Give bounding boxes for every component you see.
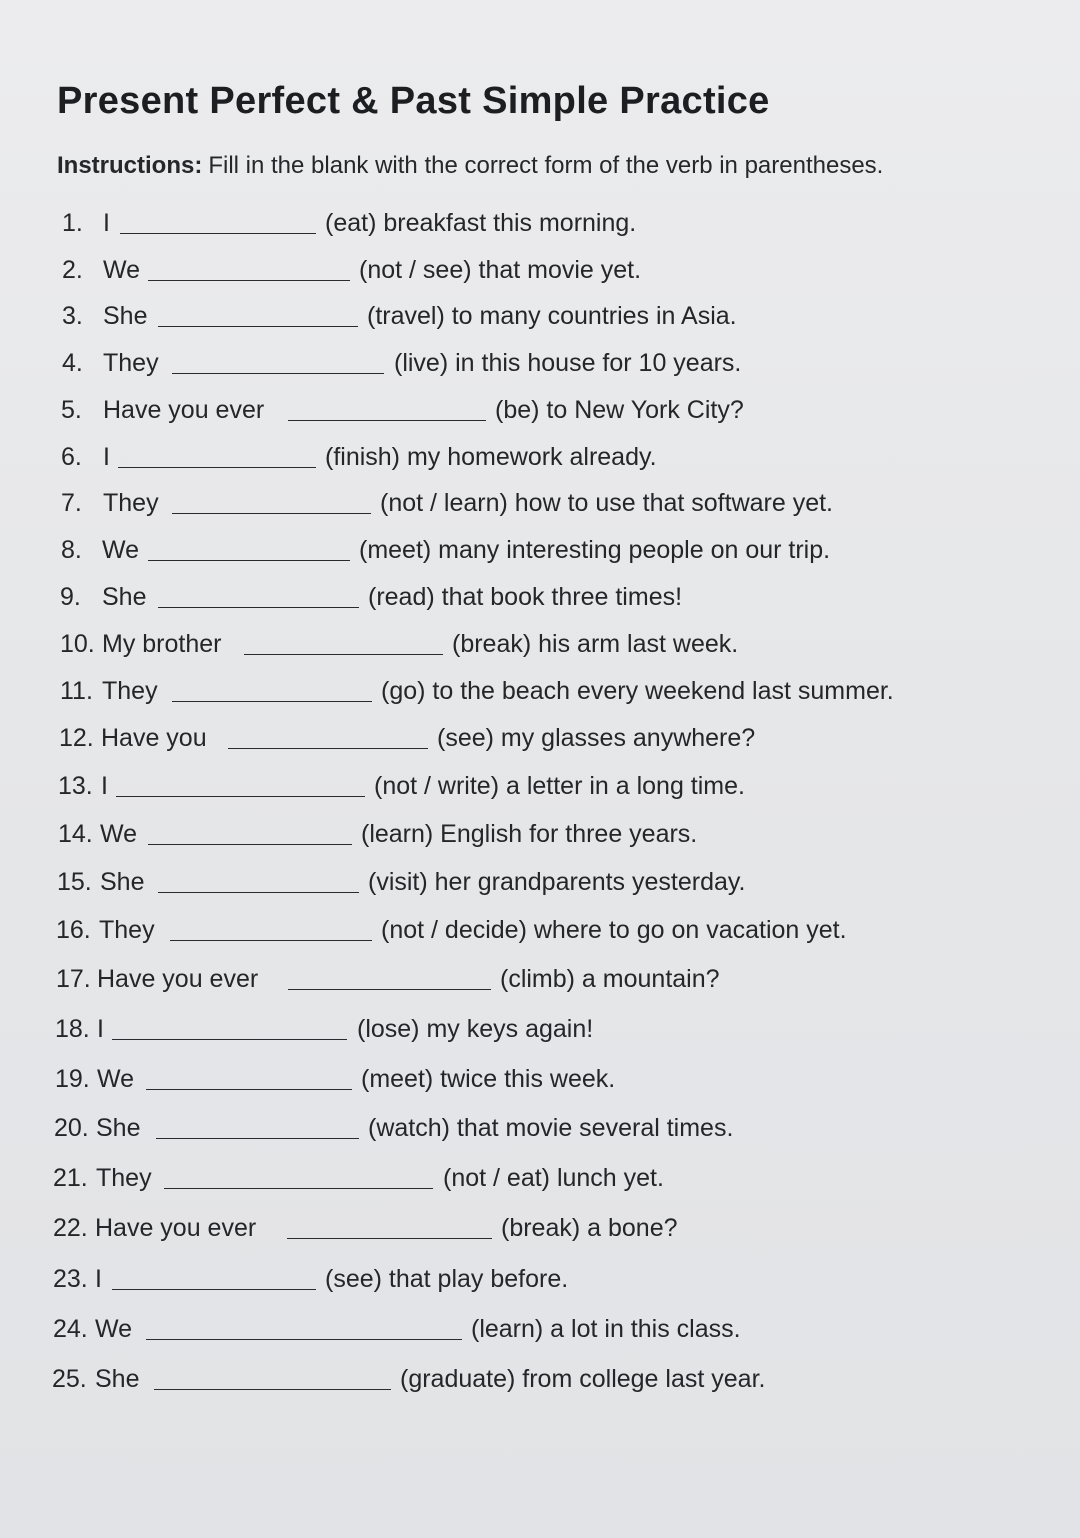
question-subject: Have you ever	[95, 1214, 257, 1242]
answer-blank[interactable]	[172, 701, 372, 702]
question-item	[0, 486, 1080, 520]
answer-blank[interactable]	[156, 1138, 359, 1139]
question-item	[0, 817, 1080, 851]
question-subject: She	[102, 583, 147, 611]
question-number: 20.	[54, 1114, 89, 1142]
question-prompt: (graduate) from college last year.	[400, 1365, 766, 1393]
question-subject: We	[102, 536, 140, 564]
question-prompt: (climb) a mountain?	[500, 965, 720, 993]
question-number: 22.	[53, 1214, 88, 1242]
question-prompt: (not / write) a letter in a long time.	[374, 772, 745, 800]
question-item	[0, 769, 1080, 803]
instructions-label: Instructions:	[57, 152, 203, 179]
question-number: 17.	[56, 965, 91, 993]
question-subject: They	[99, 916, 155, 944]
answer-blank[interactable]	[172, 373, 384, 374]
question-prompt: (eat) breakfast this morning.	[325, 209, 637, 237]
question-number: 4.	[62, 349, 83, 377]
answer-blank[interactable]	[158, 607, 359, 608]
answer-blank[interactable]	[158, 326, 358, 327]
question-number: 13.	[58, 772, 93, 800]
question-item	[0, 1161, 1080, 1195]
question-item	[0, 299, 1080, 333]
question-prompt: (meet) twice this week.	[361, 1065, 616, 1093]
question-subject: They	[102, 677, 158, 705]
question-item	[0, 913, 1080, 947]
question-number: 1.	[62, 209, 83, 237]
answer-blank[interactable]	[287, 1238, 492, 1239]
question-prompt: (learn) a lot in this class.	[471, 1315, 741, 1343]
question-number: 21.	[53, 1164, 88, 1192]
answer-blank[interactable]	[170, 940, 372, 941]
question-item	[0, 1362, 1080, 1396]
question-number: 25.	[52, 1365, 87, 1393]
question-subject: We	[103, 256, 141, 284]
answer-blank[interactable]	[116, 796, 365, 797]
answer-blank[interactable]	[148, 560, 350, 561]
question-prompt: (live) in this house for 10 years.	[394, 349, 742, 377]
question-prompt: (finish) my homework already.	[325, 443, 657, 471]
answer-blank[interactable]	[148, 844, 352, 845]
question-subject: I	[95, 1265, 102, 1293]
question-item	[0, 206, 1080, 240]
question-subject: I	[103, 443, 110, 471]
answer-blank[interactable]	[158, 892, 359, 893]
question-number: 12.	[59, 724, 94, 752]
question-subject: We	[100, 820, 138, 848]
question-number: 2.	[62, 256, 83, 284]
answer-blank[interactable]	[148, 280, 350, 281]
question-subject: They	[103, 349, 159, 377]
question-number: 5.	[61, 396, 82, 424]
answer-blank[interactable]	[146, 1089, 352, 1090]
question-subject: She	[103, 302, 148, 330]
instructions-text: Fill in the blank with the correct form of the verb in parentheses.	[208, 152, 884, 179]
question-number: 19.	[55, 1065, 90, 1093]
answer-blank[interactable]	[112, 1039, 347, 1040]
question-number: 6.	[61, 443, 82, 471]
question-number: 3.	[62, 302, 83, 330]
question-item	[0, 1111, 1080, 1145]
answer-blank[interactable]	[172, 513, 371, 514]
question-number: 16.	[56, 916, 91, 944]
question-prompt: (be) to New York City?	[495, 396, 744, 424]
question-number: 9.	[60, 583, 81, 611]
question-subject: She	[100, 868, 145, 896]
question-subject: Have you	[101, 724, 207, 752]
question-subject: She	[96, 1114, 141, 1142]
question-subject: Have you ever	[97, 965, 259, 993]
question-prompt: (see) that play before.	[325, 1265, 569, 1293]
answer-blank[interactable]	[244, 654, 443, 655]
question-prompt: (meet) many interesting people on our trip.	[359, 536, 831, 564]
question-item	[0, 865, 1080, 899]
question-number: 8.	[61, 536, 82, 564]
answer-blank[interactable]	[146, 1339, 462, 1340]
question-item	[0, 1062, 1080, 1096]
question-prompt: (not / decide) where to go on vacation yet.	[381, 916, 847, 944]
question-prompt: (travel) to many countries in Asia.	[367, 302, 737, 330]
question-prompt: (see) my glasses anywhere?	[437, 724, 756, 752]
answer-blank[interactable]	[288, 420, 486, 421]
question-prompt: (not / see) that movie yet.	[359, 256, 642, 284]
question-prompt: (visit) her grandparents yesterday.	[368, 868, 746, 896]
question-number: 7.	[61, 489, 82, 517]
question-item	[0, 1012, 1080, 1046]
worksheet-title: Present Perfect & Past Simple Practice	[57, 80, 770, 122]
question-prompt: (learn) English for three years.	[361, 820, 698, 848]
question-item	[0, 440, 1080, 474]
question-prompt: (not / eat) lunch yet.	[443, 1164, 664, 1192]
question-subject: They	[103, 489, 159, 517]
question-number: 24.	[53, 1315, 88, 1343]
question-item	[0, 346, 1080, 380]
question-subject: We	[97, 1065, 135, 1093]
answer-blank[interactable]	[164, 1188, 433, 1189]
question-prompt: (break) a bone?	[501, 1214, 678, 1242]
question-prompt: (read) that book three times!	[368, 583, 683, 611]
question-item	[0, 1262, 1080, 1296]
question-subject: I	[101, 772, 108, 800]
question-number: 11.	[60, 677, 93, 705]
question-prompt: (lose) my keys again!	[357, 1015, 594, 1043]
question-prompt: (go) to the beach every weekend last summer.	[381, 677, 894, 705]
question-item	[0, 721, 1080, 755]
question-item	[0, 674, 1080, 708]
question-subject: Have you ever	[103, 396, 265, 424]
answer-blank[interactable]	[118, 467, 316, 468]
question-prompt: (break) his arm last week.	[452, 630, 739, 658]
question-item	[0, 580, 1080, 614]
question-number: 14.	[58, 820, 93, 848]
answer-blank[interactable]	[288, 989, 491, 990]
question-item	[0, 1211, 1080, 1245]
question-item	[0, 1312, 1080, 1346]
answer-blank[interactable]	[120, 233, 316, 234]
question-subject: They	[96, 1164, 152, 1192]
answer-blank[interactable]	[228, 748, 428, 749]
question-number: 10.	[60, 630, 95, 658]
question-item	[0, 253, 1080, 287]
question-number: 18.	[55, 1015, 90, 1043]
question-item	[0, 533, 1080, 567]
question-item	[0, 627, 1080, 661]
question-subject: I	[97, 1015, 104, 1043]
question-subject: My brother	[102, 630, 222, 658]
question-subject: I	[103, 209, 110, 237]
question-number: 23.	[53, 1265, 88, 1293]
answer-blank[interactable]	[112, 1289, 316, 1290]
question-prompt: (watch) that movie several times.	[368, 1114, 734, 1142]
question-item	[0, 393, 1080, 427]
answer-blank[interactable]	[154, 1389, 391, 1390]
question-item	[0, 962, 1080, 996]
question-prompt: (not / learn) how to use that software yet.	[380, 489, 834, 517]
question-subject: We	[95, 1315, 133, 1343]
question-subject: She	[95, 1365, 140, 1393]
question-number: 15.	[57, 868, 92, 896]
